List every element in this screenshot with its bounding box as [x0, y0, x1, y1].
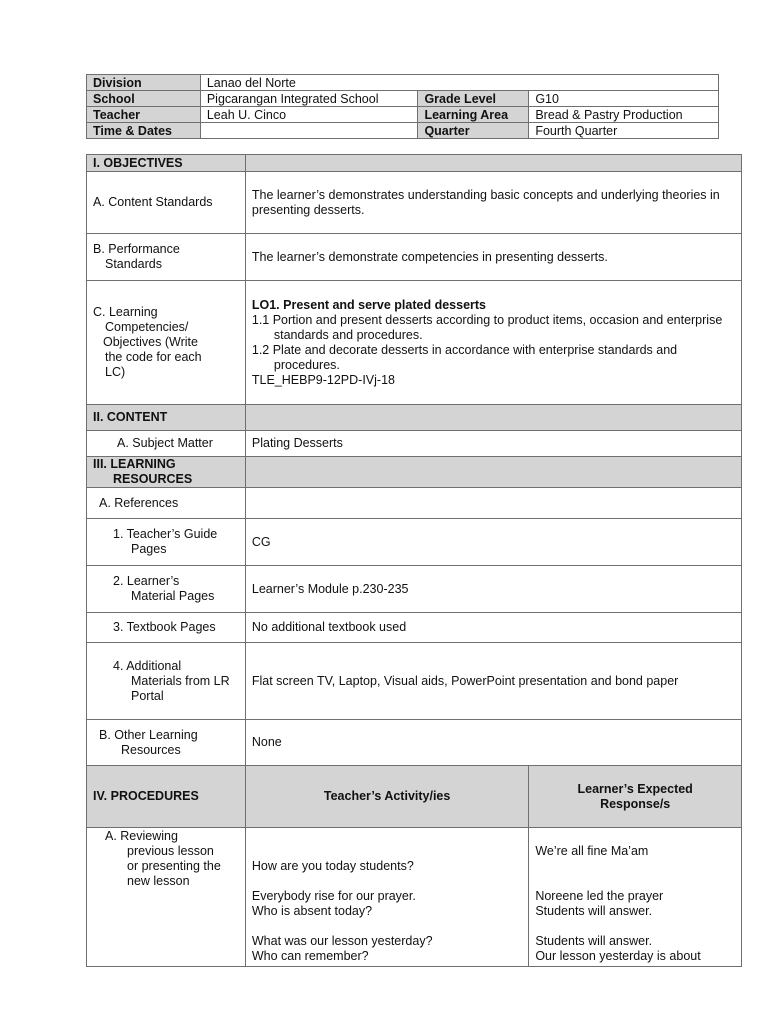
content-heading: II. CONTENT — [87, 405, 246, 431]
subject-matter-value: Plating Desserts — [245, 431, 741, 457]
teacher-activity-header: Teacher’s Activity/ies — [245, 766, 528, 828]
content-standards-label: A. Content Standards — [87, 172, 246, 234]
resources-heading: III. LEARNING RESOURCES — [87, 457, 246, 488]
teachers-guide-value: CG — [245, 519, 741, 566]
review-label: A. Reviewing previous lesson or presenting the new lesson — [87, 828, 246, 967]
teacher-value: Leah U. Cinco — [200, 107, 418, 123]
lo-code: TLE_HEBP9-12PD-IVj-18 — [251, 372, 395, 387]
school-value: Pigcarangan Integrated School — [200, 91, 418, 107]
additional-materials-value: Flat screen TV, Laptop, Visual aids, PowerPoint presentation and bond paper — [245, 643, 741, 720]
time-value — [200, 123, 418, 139]
other-resources-label: B. Other Learning Resources — [87, 720, 246, 766]
area-value: Bread & Pastry Production — [529, 107, 719, 123]
quarter-value: Fourth Quarter — [529, 123, 719, 139]
content-standards-value: The learner’s demonstrates understanding basic concepts and underlying theories in presenting desserts. — [245, 172, 741, 234]
learner-response-header: Learner’s Expected Response/s — [529, 766, 742, 828]
competencies-label: C. Learning Competencies/ Objectives (Write the code for each LC) — [87, 281, 246, 405]
lo-item-1: 1.1 Portion and present desserts according to product items, occasion and enterprise standards and procedures. — [251, 312, 723, 342]
learners-material-value: Learner’s Module p.230-235 — [245, 566, 741, 613]
lo-title: LO1. Present and serve plated desserts — [251, 297, 487, 312]
teachers-guide-label: 1. Teacher’s Guide Pages — [87, 519, 246, 566]
subject-matter-label: A. Subject Matter — [87, 431, 246, 457]
performance-standards-label: B. Performance Standards — [87, 234, 246, 281]
quarter-label: Quarter — [418, 123, 529, 139]
time-label: Time & Dates — [87, 123, 201, 139]
grade-label: Grade Level — [418, 91, 529, 107]
teacher-activity-cell: How are you today students? Everybody rise for our prayer. Who is absent today? What was our lesson yesterday? Who can remember? — [245, 828, 528, 967]
division-value: Lanao del Norte — [200, 75, 718, 91]
textbook-label: 3. Textbook Pages — [87, 613, 246, 643]
teacher-label: Teacher — [87, 107, 201, 123]
school-label: School — [87, 91, 201, 107]
objectives-heading-fill — [245, 155, 741, 172]
objectives-heading: I. OBJECTIVES — [87, 155, 246, 172]
learners-material-label: 2. Learner’s Material Pages — [87, 566, 246, 613]
grade-value: G10 — [529, 91, 719, 107]
competencies-value — [245, 281, 741, 405]
procedures-heading: IV. PROCEDURES — [87, 766, 246, 828]
division-label: Division — [87, 75, 201, 91]
area-label: Learning Area — [418, 107, 529, 123]
references-label: A. References — [87, 488, 246, 519]
additional-materials-label: 4. Additional Materials from LR Portal — [87, 643, 246, 720]
textbook-value: No additional textbook used — [245, 613, 741, 643]
learner-response-cell: We’re all fine Ma’am Noreene led the prayer Students will answer. Students will answer. Our lesson yesterday is about — [529, 828, 742, 967]
lo-item-2: 1.2 Plate and decorate desserts in accordance with enterprise standards and procedures. — [251, 342, 678, 372]
other-resources-value: None — [245, 720, 741, 766]
performance-standards-value: The learner’s demonstrate competencies in presenting desserts. — [245, 234, 741, 281]
header-table — [86, 74, 719, 139]
lesson-plan-table — [86, 154, 742, 967]
